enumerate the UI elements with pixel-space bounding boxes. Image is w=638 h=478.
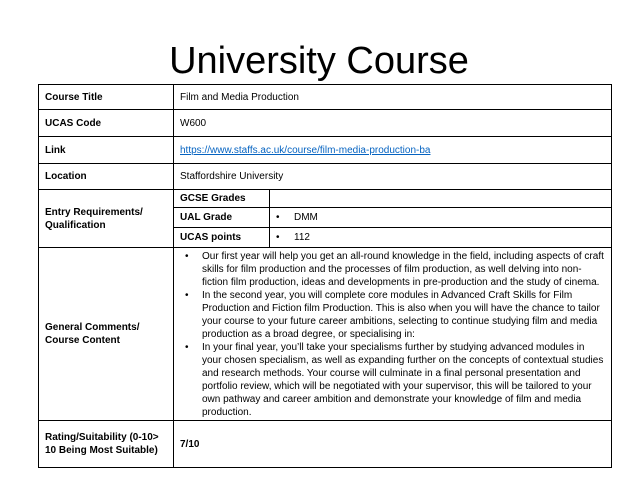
row-comments	[39, 248, 612, 421]
gcse-label: GCSE Grades	[174, 190, 270, 208]
course-title-label: Course Title	[39, 85, 174, 110]
comments-list	[180, 250, 605, 419]
bullet: •	[276, 232, 280, 243]
row-location	[39, 164, 612, 190]
gcse-value	[270, 190, 612, 208]
ucas-points-label: UCAS points	[174, 228, 270, 248]
ual-label: UAL Grade	[174, 208, 270, 228]
row-ucas-code	[39, 110, 612, 137]
ucas-points-cell	[270, 228, 612, 248]
course-title-value: Film and Media Production	[174, 85, 612, 110]
ucas-points-value: 112	[294, 232, 310, 243]
row-link	[39, 137, 612, 164]
course-table	[38, 84, 612, 468]
list-item: • In the second year, you will complete core modules in Advanced Craft Skills for Film Production and Fiction film Production. This is also when you will have the chance to tailor your course to your future career ambitions, selecting to continue studying film and media production as a broad degree, or specialising in:	[202, 289, 605, 341]
location-label: Location	[39, 164, 174, 190]
rating-label: Rating/Suitability (0-10> 10 Being Most Suitable)	[39, 421, 174, 468]
entry-requirements-label: Entry Requirements/ Qualification	[39, 190, 174, 248]
page-title: University Course	[169, 40, 469, 82]
row-gcse	[39, 190, 612, 208]
course-link[interactable]: https://www.staffs.ac.uk/course/film-media-production-ba	[180, 144, 431, 156]
ual-value: DMM	[294, 212, 318, 223]
list-item: • Our first year will help you get an all-round knowledge in the field, including aspects of craft skills for film production and the processes of film production, as well delving into non-fiction film production, ideas and developments in pre-production and the study of cinema.	[202, 250, 605, 289]
bullet: •	[276, 212, 280, 223]
row-course-title	[39, 85, 612, 110]
ucas-code-value: W600	[174, 110, 612, 137]
link-cell	[174, 137, 612, 164]
ucas-code-label: UCAS Code	[39, 110, 174, 137]
ual-cell	[270, 208, 612, 228]
list-item: • In your final year, you’ll take your specialisms further by studying advanced modules in your chosen specialism, as well as expanding further on the concepts of contextual studies and research methods. Your course will culminate in a final personal presentation and portfolio review, which will be negotiated with your supervisor, this will be tailored to your own pathway and career ambition and demonstrate your knowledge of film and media production.	[202, 341, 605, 419]
location-value: Staffordshire University	[174, 164, 612, 190]
rating-value: 7/10	[174, 421, 612, 468]
link-label: Link	[39, 137, 174, 164]
row-rating	[39, 421, 612, 468]
comments-cell	[174, 248, 612, 421]
comments-label: General Comments/ Course Content	[39, 248, 174, 421]
